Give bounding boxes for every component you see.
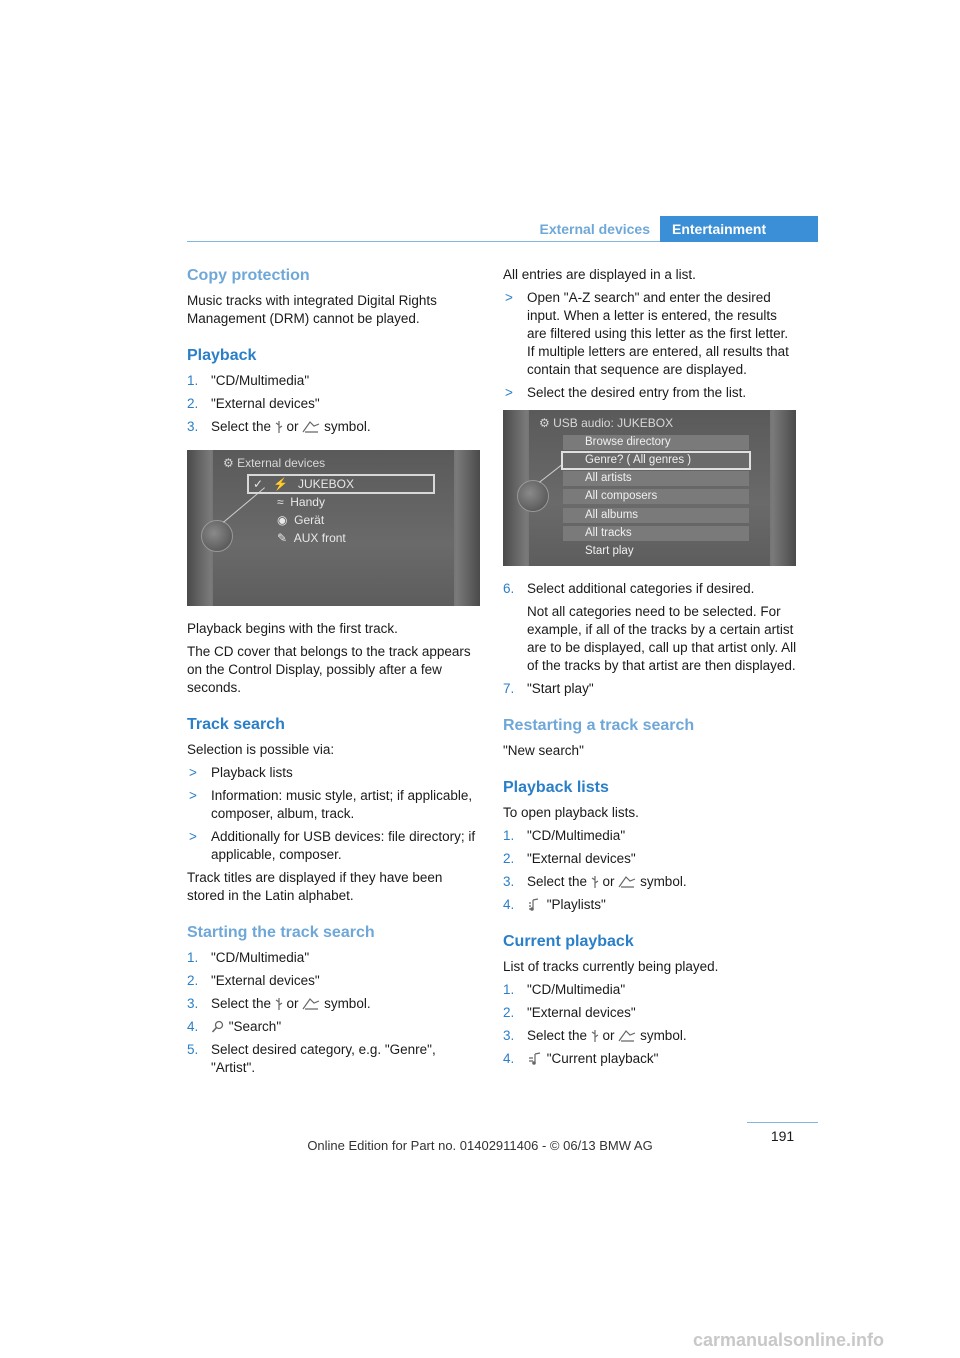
header-chapter: Entertainment [660, 216, 818, 242]
menu-item-start-play: Start play [585, 545, 634, 557]
menu-item-tracks: All tracks [563, 526, 749, 541]
current-playback-intro: List of tracks currently being played. [503, 959, 719, 974]
list-item: 1. "CD/Multimedia" [187, 950, 310, 965]
category-steps [503, 580, 798, 698]
playlist-icon [527, 898, 543, 912]
usb-audio-screenshot [503, 410, 796, 566]
track-titles-note: Track titles are displayed if they have been stored in the Latin alphabet. [187, 870, 443, 903]
list-item: 1. "CD/Multimedia" [503, 828, 626, 843]
track-search-heading: Track search [187, 716, 285, 733]
menu-item-geraet: ◉ Gerät [277, 513, 325, 527]
watermark: carmanualsonline.info [693, 1330, 885, 1350]
starting-search-steps [187, 949, 482, 1077]
list-intro: All entries are displayed in a list. [503, 267, 696, 282]
list-item: 3. Select the or symbol. [187, 996, 371, 1011]
usb-icon [275, 420, 283, 434]
list-item: 1. "CD/Multimedia" [187, 373, 310, 388]
menu-item-genre: Genre? ( All genres ) [563, 453, 749, 468]
screen-title: ⚙ USB audio: JUKEBOX [539, 416, 674, 430]
list-item: 4. "Playlists" [503, 897, 606, 912]
current-playback-steps [503, 981, 798, 1068]
list-item: 5. Select desired category, e.g. "Genre", "Artist". [187, 1042, 436, 1075]
screen-title: ⚙ External devices [223, 456, 326, 470]
restarting-text: "New search" [503, 743, 584, 758]
current-playback-heading: Current playback [503, 933, 634, 950]
menu-item-albums: All albums [563, 508, 749, 523]
menu-item-jukebox: ✓ ⚡ JUKEBOX [249, 476, 433, 492]
playback-lists-steps [503, 827, 798, 914]
playback-steps [187, 372, 482, 436]
usb-icon [591, 1029, 599, 1043]
left-column [187, 266, 482, 1082]
list-item: 2. "External devices" [187, 396, 320, 411]
menu-item-aux: ✎ AUX front [277, 531, 346, 545]
phone-icon [618, 1029, 636, 1043]
az-bullets [503, 289, 798, 402]
list-item: > Information: music style, artist; if applicable, composer, album, track. [189, 788, 473, 821]
list-item: 2. "External devices" [503, 1005, 636, 1020]
list-item: 4. "Current playback" [503, 1051, 659, 1066]
phone-icon [302, 420, 320, 434]
menu-item-handy: ≈ Handy [277, 495, 325, 509]
phone-icon [618, 875, 636, 889]
restarting-heading: Restarting a track search [503, 717, 695, 734]
list-item: 6. Select additional categories if desired. [503, 581, 755, 596]
list-item: 3. Select the or symbol. [503, 1028, 687, 1043]
controller-knob [201, 520, 233, 552]
menu-item-artists: All artists [563, 471, 749, 486]
list-item: 2. "External devices" [187, 973, 320, 988]
controller-knob [517, 480, 549, 512]
list-item: > Open "A-Z search" and enter the desired input. When a letter is entered, the results are filtered using this letter as the first letter. If multiple letters are entered, all results that contain that sequence are displayed. [505, 290, 789, 377]
header-section: External devices [539, 221, 650, 237]
list-item-detail: Not all categories need to be selected. For example, if all of the tracks by a certain artist are to be displayed, call up that artist only. All of the tracks by that artist are then displayed. [527, 604, 797, 673]
right-column [503, 266, 798, 1073]
playback-lists-heading: Playback lists [503, 779, 609, 796]
track-search-intro: Selection is possible via: [187, 742, 335, 757]
track-search-bullets [187, 764, 482, 864]
list-item: > Select the desired entry from the list. [505, 385, 747, 400]
list-item: 1. "CD/Multimedia" [503, 982, 626, 997]
list-item: 4. "Search" [187, 1019, 282, 1034]
playback-begins-text: Playback begins with the first track. [187, 621, 398, 636]
cd-cover-text: The CD cover that belongs to the track appears on the Control Display, possibly after a few seconds. [187, 644, 471, 695]
list-item: > Playback lists [189, 765, 293, 780]
copy-protection-text: Music tracks with integrated Digital Rights Management (DRM) cannot be played. [187, 293, 437, 326]
external-devices-screenshot [187, 450, 480, 606]
usb-icon [591, 875, 599, 889]
search-icon [211, 1020, 225, 1034]
starting-search-heading: Starting the track search [187, 924, 375, 941]
current-playback-icon [527, 1052, 543, 1066]
phone-icon [302, 997, 320, 1011]
menu-item-composers: All composers [563, 489, 749, 504]
list-item: 7. "Start play" [503, 681, 594, 696]
usb-icon [275, 997, 283, 1011]
list-item: > Additionally for USB devices: file directory; if applicable, composer. [189, 829, 476, 862]
menu-item-browse: Browse directory [563, 435, 749, 450]
list-item: 2. "External devices" [503, 851, 636, 866]
playback-lists-intro: To open playback lists. [503, 805, 639, 820]
footer-edition: Online Edition for Part no. 01402911406 - © 06/13 BMW AG [307, 1138, 653, 1153]
page-number: 191 [747, 1122, 818, 1144]
list-item: 3. Select the or symbol. [187, 419, 371, 434]
playback-heading: Playback [187, 347, 257, 364]
list-item: 3. Select the or symbol. [503, 874, 687, 889]
copy-protection-heading: Copy protection [187, 267, 310, 284]
